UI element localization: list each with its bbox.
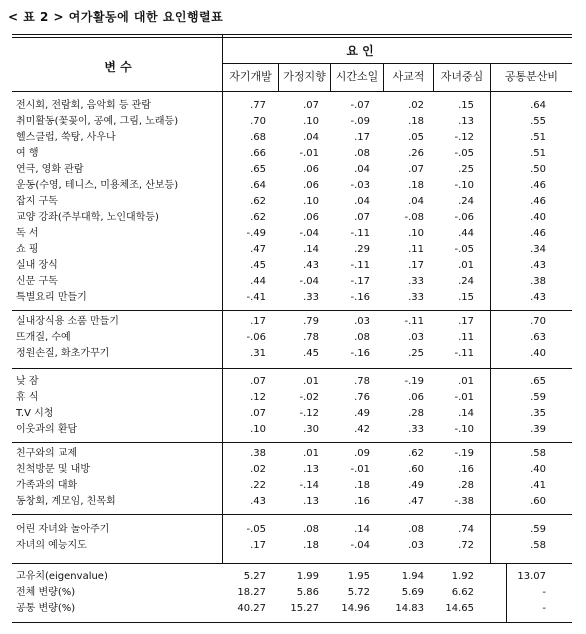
table-row	[0, 178, 586, 194]
row-label: 뜨개질, 수예	[16, 332, 71, 343]
cell-value: -.05	[246, 524, 266, 535]
cell-value: .10	[408, 228, 424, 239]
cell-value: .26	[408, 148, 424, 159]
factor-underline	[222, 63, 572, 64]
row-label: 특별요리 만들기	[16, 292, 87, 303]
table-row	[0, 478, 586, 494]
cell-value: .06	[303, 212, 319, 223]
cell-value: .10	[303, 196, 319, 207]
table-row	[0, 258, 586, 274]
cell-value: -.12	[454, 132, 474, 143]
table-row	[0, 146, 586, 162]
cell-value: -.11	[454, 348, 474, 359]
cell-value: -.41	[246, 292, 266, 303]
row-label: T.V 시청	[16, 408, 54, 419]
cell-value: .06	[408, 392, 424, 403]
cell-value: .62	[250, 212, 266, 223]
row-label: 운동(수영, 테니스, 미용체조, 산보등)	[16, 180, 179, 191]
row-label: 자녀의 예능지도	[16, 540, 87, 551]
table-row	[0, 538, 586, 554]
table-row	[0, 374, 586, 390]
cell-value: .45	[303, 348, 319, 359]
cell-value: .40	[530, 464, 546, 475]
table-row	[0, 274, 586, 290]
cell-value: .49	[408, 480, 424, 491]
cell-value: .08	[408, 524, 424, 535]
cell-value: .02	[250, 464, 266, 475]
row-label: 연극, 영화 관람	[16, 164, 84, 175]
footer-value: -	[542, 603, 546, 614]
cell-value: .40	[530, 212, 546, 223]
cell-value: .74	[458, 524, 474, 535]
row-label: 여 행	[16, 148, 39, 159]
footer-label: 전체 변량(%)	[16, 587, 76, 598]
cell-value: -.02	[299, 392, 319, 403]
group-divider	[12, 442, 572, 443]
cell-value: .17	[250, 540, 266, 551]
top-border-inner	[12, 37, 572, 38]
footer-value: 40.27	[237, 603, 266, 614]
row-label: 어린 자녀와 놀아주기	[16, 524, 110, 535]
cell-value: .15	[458, 292, 474, 303]
cell-value: -.12	[299, 408, 319, 419]
cell-value: .33	[408, 292, 424, 303]
cell-value: .14	[303, 244, 319, 255]
cell-value: .79	[303, 316, 319, 327]
cell-value: .70	[530, 316, 546, 327]
cell-value: .78	[354, 376, 370, 387]
cell-value: .04	[408, 196, 424, 207]
cell-value: .38	[250, 448, 266, 459]
bottom-border	[12, 622, 572, 623]
cell-value: .41	[530, 480, 546, 491]
cell-value: -.04	[299, 276, 319, 287]
table-row	[0, 98, 586, 114]
table-row	[0, 114, 586, 130]
footer-value: 5.69	[401, 587, 424, 598]
footer-value: 13.07	[517, 571, 546, 582]
cell-value: .64	[250, 180, 266, 191]
row-label: 가족과의 대화	[16, 480, 78, 491]
cell-value: .65	[250, 164, 266, 175]
cell-value: .06	[303, 164, 319, 175]
table-row	[0, 242, 586, 258]
cell-value: -.01	[350, 464, 370, 475]
cell-value: -.05	[454, 244, 474, 255]
footer-value: 5.72	[347, 587, 370, 598]
row-label: 동창회, 계모임, 친목회	[16, 496, 116, 507]
footer-divider	[506, 564, 507, 622]
cell-value: .30	[303, 424, 319, 435]
table-row	[0, 422, 586, 438]
cell-value: .43	[530, 292, 546, 303]
cell-value: .06	[303, 180, 319, 191]
cell-value: .70	[250, 116, 266, 127]
cell-value: -.08	[404, 212, 424, 223]
row-label: 쇼 핑	[16, 244, 39, 255]
cell-value: -.10	[454, 424, 474, 435]
cell-value: .08	[354, 148, 370, 159]
cell-value: .25	[458, 164, 474, 175]
cell-value: .17	[458, 316, 474, 327]
cell-value: .60	[408, 464, 424, 475]
cell-value: .10	[303, 116, 319, 127]
cell-value: .59	[530, 524, 546, 535]
group-divider	[12, 514, 572, 515]
table-row	[0, 406, 586, 422]
cell-value: -.17	[350, 276, 370, 287]
table-row	[0, 210, 586, 226]
cell-value: .29	[354, 244, 370, 255]
cell-value: .15	[458, 100, 474, 111]
cell-value: .03	[408, 332, 424, 343]
row-label: 실내 장식	[16, 260, 58, 271]
cell-value: -.05	[454, 148, 474, 159]
cell-value: -.10	[454, 180, 474, 191]
cell-value: .45	[250, 260, 266, 271]
cell-value: .18	[408, 180, 424, 191]
cell-value: .76	[354, 392, 370, 403]
footer-value: 1.94	[401, 571, 424, 582]
cell-value: .68	[250, 132, 266, 143]
cell-value: .55	[530, 116, 546, 127]
cell-value: .51	[530, 132, 546, 143]
cell-value: .01	[458, 376, 474, 387]
cell-value: -.19	[404, 376, 424, 387]
variable-header: 변 수	[104, 60, 132, 74]
table-row	[0, 194, 586, 210]
cell-value: .09	[354, 448, 370, 459]
cell-value: -.11	[350, 228, 370, 239]
cell-value: .10	[250, 424, 266, 435]
footer-value: 6.62	[451, 587, 474, 598]
table-row	[0, 330, 586, 346]
factor-header: 요 인	[346, 44, 374, 58]
cell-value: .46	[530, 196, 546, 207]
cell-value: .64	[530, 100, 546, 111]
cell-value: .44	[458, 228, 474, 239]
cell-value: .58	[530, 448, 546, 459]
cell-value: -.09	[350, 116, 370, 127]
cell-value: .17	[408, 260, 424, 271]
table-title: < 표 2 > 여가활동에 대한 요인행렬표	[8, 10, 224, 24]
cell-value: .08	[354, 332, 370, 343]
cell-value: .07	[354, 212, 370, 223]
cell-value: .39	[530, 424, 546, 435]
cell-value: .24	[458, 196, 474, 207]
cell-value: .11	[408, 244, 424, 255]
cell-value: .22	[250, 480, 266, 491]
cell-value: .14	[354, 524, 370, 535]
footer-value: 14.96	[341, 603, 370, 614]
cell-value: .17	[354, 132, 370, 143]
cell-value: .07	[250, 376, 266, 387]
cell-value: .33	[303, 292, 319, 303]
row-label: 친척방문 및 내방	[16, 464, 90, 475]
cell-value: .43	[303, 260, 319, 271]
row-label: 실내장식용 소품 만들기	[16, 316, 119, 327]
row-label: 신문 구독	[16, 276, 58, 287]
cell-value: -.16	[350, 348, 370, 359]
cell-value: .02	[408, 100, 424, 111]
cell-value: .58	[530, 540, 546, 551]
cell-value: .51	[530, 148, 546, 159]
row-label: 이웃과의 환담	[16, 424, 78, 435]
cell-value: .49	[354, 408, 370, 419]
footer-value: -	[542, 587, 546, 598]
cell-value: -.16	[350, 292, 370, 303]
cell-value: -.04	[350, 540, 370, 551]
cell-value: .65	[530, 376, 546, 387]
cell-value: .34	[530, 244, 546, 255]
table-row	[0, 522, 586, 538]
footer-row-total-variance	[0, 585, 586, 601]
cell-value: .35	[530, 408, 546, 419]
cell-value: .24	[458, 276, 474, 287]
table-row	[0, 130, 586, 146]
cell-value: .01	[303, 376, 319, 387]
cell-value: .03	[354, 316, 370, 327]
col-header-2: 가정지향	[283, 70, 326, 83]
cell-value: -.06	[454, 212, 474, 223]
cell-value: -.01	[299, 148, 319, 159]
table-row	[0, 290, 586, 306]
col-header-6: 공통분산비	[504, 70, 559, 83]
cell-value: .11	[458, 332, 474, 343]
cell-value: -.07	[350, 100, 370, 111]
cell-value: .62	[250, 196, 266, 207]
cell-value: .42	[354, 424, 370, 435]
row-label: 전시회, 전람회, 음악회 등 관람	[16, 100, 151, 111]
cell-value: -.14	[299, 480, 319, 491]
cell-value: .13	[303, 464, 319, 475]
footer-row-eigenvalue	[0, 569, 586, 585]
footer-value: 5.86	[296, 587, 319, 598]
group-divider	[12, 310, 572, 311]
row-label: 헬스클럽, 쑥탕, 사우나	[16, 132, 116, 143]
cell-value: .01	[458, 260, 474, 271]
col-header-3: 시간소일	[335, 70, 379, 83]
row-label: 휴 식	[16, 392, 39, 403]
table-row	[0, 494, 586, 510]
cell-value: .14	[458, 408, 474, 419]
cell-value: .07	[303, 100, 319, 111]
cell-value: .47	[250, 244, 266, 255]
cell-value: .28	[458, 480, 474, 491]
cell-value: .07	[408, 164, 424, 175]
row-label: 취미활동(꽃꽂이, 공예, 그림, 노래등)	[16, 116, 179, 127]
footer-value: 1.95	[347, 571, 370, 582]
footer-value: 1.99	[296, 571, 319, 582]
table-row	[0, 462, 586, 478]
row-label: 정원손질, 화초가꾸기	[16, 348, 110, 359]
cell-value: .18	[354, 480, 370, 491]
cell-value: .60	[530, 496, 546, 507]
cell-value: .43	[530, 260, 546, 271]
cell-value: .62	[408, 448, 424, 459]
footer-value: 14.65	[445, 603, 474, 614]
cell-value: .03	[408, 540, 424, 551]
footer-value: 1.92	[451, 571, 474, 582]
row-label: 교양 강좌(주부대학, 노인대학등)	[16, 212, 159, 223]
cell-value: .47	[408, 496, 424, 507]
table-row	[0, 162, 586, 178]
cell-value: .33	[408, 276, 424, 287]
footer-label: 공통 변량(%)	[16, 603, 76, 614]
cell-value: .72	[458, 540, 474, 551]
footer-value: 15.27	[290, 603, 319, 614]
cell-value: .18	[408, 116, 424, 127]
cell-value: .05	[408, 132, 424, 143]
footer-value: 18.27	[237, 587, 266, 598]
cell-value: .77	[250, 100, 266, 111]
cell-value: .59	[530, 392, 546, 403]
cell-value: -.03	[350, 180, 370, 191]
footer-value: 5.27	[243, 571, 266, 582]
col-header-4: 사교적	[392, 70, 425, 83]
cell-value: .08	[303, 524, 319, 535]
table-row	[0, 226, 586, 242]
top-border	[12, 34, 572, 35]
table-row	[0, 314, 586, 330]
cell-value: .12	[250, 392, 266, 403]
cell-value: -.01	[454, 392, 474, 403]
cell-value: .04	[303, 132, 319, 143]
cell-value: .78	[303, 332, 319, 343]
cell-value: -.38	[454, 496, 474, 507]
cell-value: .50	[530, 164, 546, 175]
cell-value: .66	[250, 148, 266, 159]
col-header-1: 자기개발	[229, 70, 272, 83]
col-header-5: 자녀중심	[440, 70, 484, 83]
cell-value: .38	[530, 276, 546, 287]
cell-value: .46	[530, 180, 546, 191]
cell-value: .40	[530, 348, 546, 359]
cell-value: .31	[250, 348, 266, 359]
cell-value: .18	[303, 540, 319, 551]
cell-value: .33	[408, 424, 424, 435]
cell-value: -.04	[299, 228, 319, 239]
footer-value: 14.83	[395, 603, 424, 614]
cell-value: -.11	[404, 316, 424, 327]
row-label: 친구와의 교제	[16, 448, 78, 459]
group-divider	[12, 368, 572, 369]
cell-value: .43	[250, 496, 266, 507]
row-label: 잡지 구독	[16, 196, 58, 207]
cell-value: .46	[530, 228, 546, 239]
cell-value: .25	[408, 348, 424, 359]
row-label: 독 서	[16, 228, 39, 239]
cell-value: .44	[250, 276, 266, 287]
cell-value: -.49	[246, 228, 266, 239]
cell-value: .07	[250, 408, 266, 419]
header-bottom-border	[12, 91, 572, 92]
table-row	[0, 390, 586, 406]
cell-value: -.11	[350, 260, 370, 271]
body-bottom-border	[12, 563, 572, 564]
cell-value: -.06	[246, 332, 266, 343]
cell-value: .04	[354, 196, 370, 207]
table-row	[0, 446, 586, 462]
cell-value: .28	[408, 408, 424, 419]
footer-label: 고유치(eigenvalue)	[16, 571, 108, 582]
cell-value: .16	[458, 464, 474, 475]
table-row	[0, 346, 586, 362]
cell-value: .01	[303, 448, 319, 459]
row-label: 낮 잠	[16, 376, 39, 387]
cell-value: .13	[303, 496, 319, 507]
cell-value: .17	[250, 316, 266, 327]
footer-row-common-variance	[0, 601, 586, 617]
cell-value: .16	[354, 496, 370, 507]
cell-value: .04	[354, 164, 370, 175]
cell-value: -.19	[454, 448, 474, 459]
cell-value: .13	[458, 116, 474, 127]
cell-value: .63	[530, 332, 546, 343]
